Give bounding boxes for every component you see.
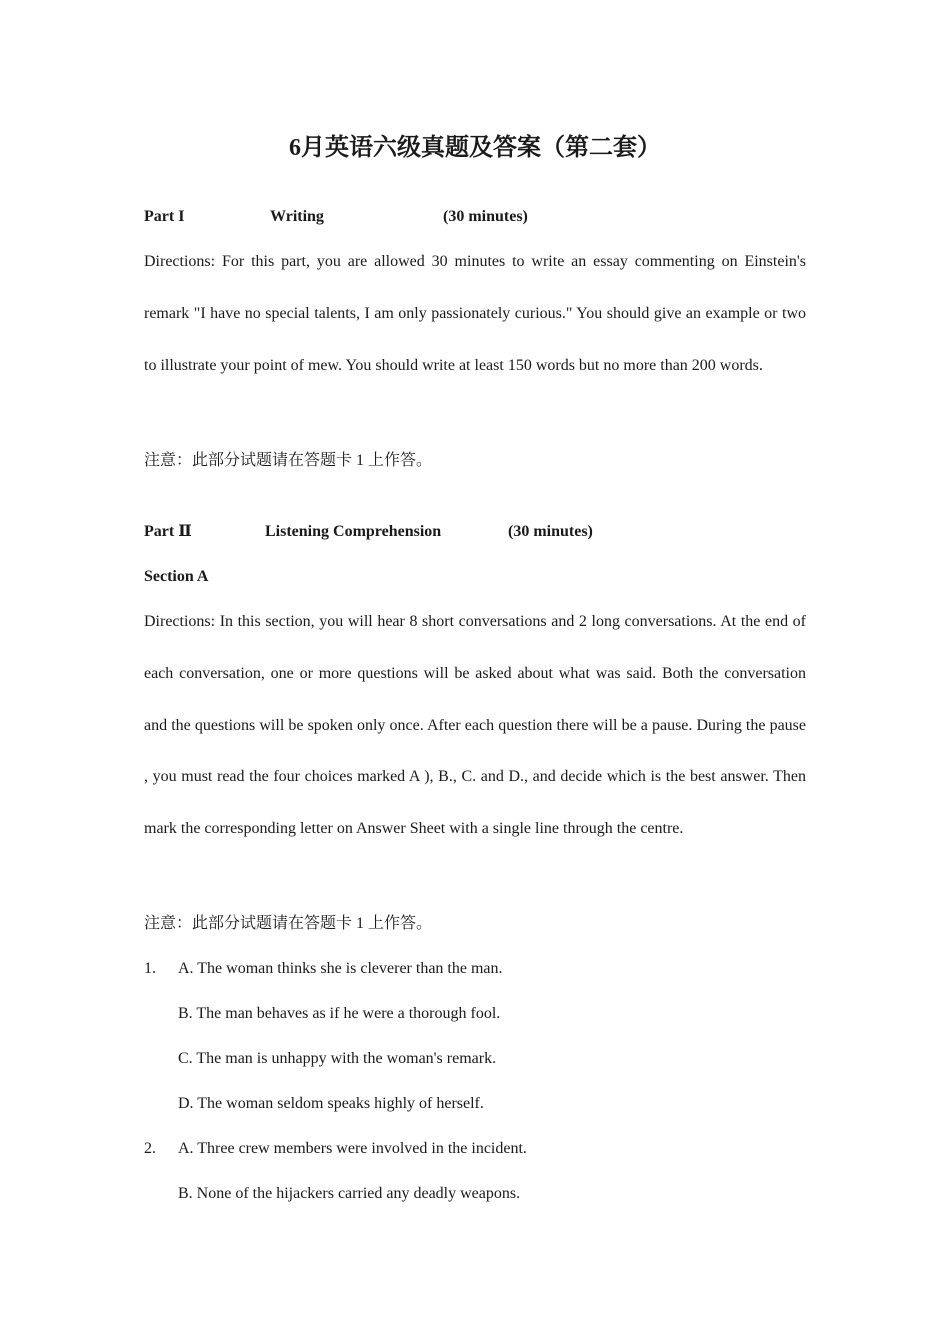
part2-directions: Directions: In this section, you will hear 8 short conversations and 2 long conversations. At the end of each conversation, one or more questions will be asked about what was said. Both the conversation and the questions will be spoken only once. After each question there will be a pause. During the pause , you must read the four choices marked A ), B., C. and D., and decide which is the best answer. Then mark the corresponding letter on Answer Sheet with a single line through the centre. <box>144 613 806 838</box>
question-option: A. The woman thinks she is cleverer than the man. <box>178 960 503 977</box>
part2-name: Listening Comprehension <box>265 523 442 540</box>
question-option: D. The woman seldom speaks highly of herself. <box>178 1095 484 1112</box>
part2-time: (30 minutes) <box>508 523 593 540</box>
part1-label: Part I <box>144 208 185 225</box>
section-a-heading: Section A <box>144 568 209 585</box>
question-option: A. Three crew members were involved in the incident. <box>178 1140 527 1157</box>
question-number: 2. <box>144 1140 156 1157</box>
part1-directions: Directions: For this part, you are allowed 30 minutes to write an essay commenting on Einstein's remark "I have no special talents, I am only passionately curious." You should give an example or two to illustrate your point of mew. You should write at least 150 words but no more than 200 words. <box>144 253 806 374</box>
document-title: 6月英语六级真题及答案（第二套） <box>289 135 661 161</box>
part2-label: Part Ⅱ <box>144 523 192 540</box>
part1-time: (30 minutes) <box>443 208 528 225</box>
question-option: B. None of the hijackers carried any deadly weapons. <box>178 1185 521 1202</box>
question-option: C. The man is unhappy with the woman's remark. <box>178 1050 497 1067</box>
part1-note: 注意：此部分试题请在答题卡 1 上作答。 <box>144 452 433 469</box>
question-option: B. The man behaves as if he were a thorough fool. <box>178 1005 501 1022</box>
part1-name: Writing <box>270 208 324 225</box>
part2-note: 注意：此部分试题请在答题卡 1 上作答。 <box>144 915 433 932</box>
question-number: 1. <box>144 960 156 977</box>
